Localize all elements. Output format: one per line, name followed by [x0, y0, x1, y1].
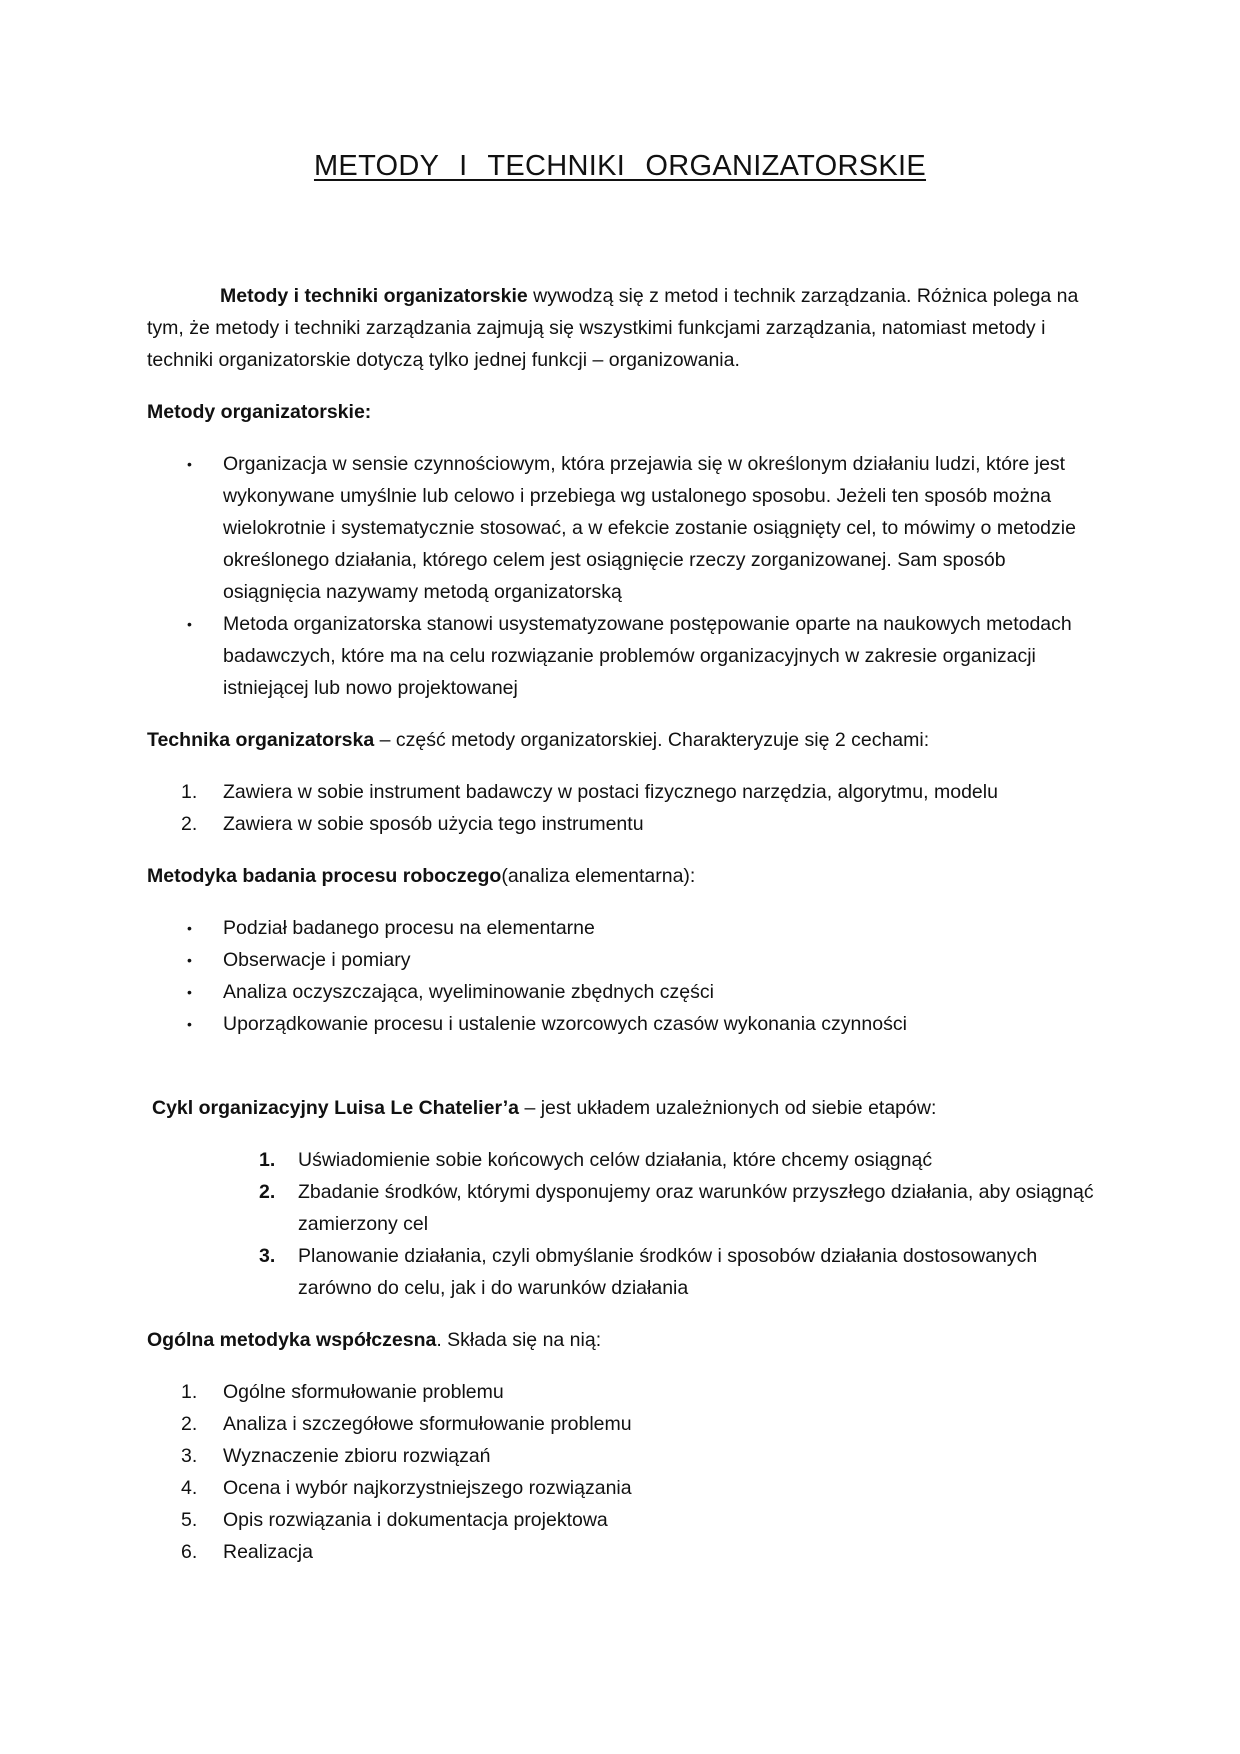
list-item: • Analiza oczyszczająca, wyeliminowanie zbędnych części [147, 976, 1097, 1008]
list-item: 2. Zawiera w sobie sposób użycia tego instrumentu [147, 808, 1097, 840]
bullet-icon: • [187, 952, 192, 968]
process-heading: Metodyka badania procesu roboczego(analiza elementarna): [147, 865, 696, 887]
technique-list [147, 776, 1097, 840]
list-number: 2. [181, 1413, 198, 1435]
list-number: 3. [181, 1445, 198, 1467]
list-item: 3. Planowanie działania, czyli obmyślanie środków i sposobów działania dostosowanych zarówno do celu, jak i do warunków działania [147, 1240, 1097, 1304]
list-item: 1. Ogólne sformułowanie problemu [147, 1376, 1097, 1408]
list-number: 2. [181, 813, 198, 835]
spacer [147, 1060, 1097, 1092]
document-body [147, 280, 1097, 1588]
list-item: • Metoda organizatorska stanowi usystematyzowane postępowanie oparte na naukowych metodach badawczych, które ma na celu rozwiązanie problemów organizacyjnych w zakresie organizacji istniejącej lub nowo projektowanej [147, 608, 1097, 704]
bullet-icon: • [187, 616, 192, 632]
methods-heading: Metody organizatorskie: [147, 401, 372, 423]
list-item: • Uporządkowanie procesu i ustalenie wzorcowych czasów wykonania czynności [147, 1008, 1097, 1040]
intro-paragraph [147, 280, 1097, 376]
list-number: 6. [181, 1541, 198, 1563]
process-list [147, 912, 1097, 1040]
list-number: 4. [181, 1477, 198, 1499]
list-item: 2. Analiza i szczegółowe sformułowanie problemu [147, 1408, 1097, 1440]
list-number: 2. [259, 1181, 276, 1203]
bullet-icon: • [187, 984, 192, 1000]
list-item: 6. Realizacja [147, 1536, 1097, 1568]
list-item: 3. Wyznaczenie zbioru rozwiązań [147, 1440, 1097, 1472]
cycle-list [147, 1144, 1097, 1304]
intro-bold: Metody i techniki organizatorskie [220, 285, 528, 307]
technique-heading: Technika organizatorska – część metody organizatorskiej. Charakteryzuje się 2 cechami: [147, 729, 930, 751]
bullet-icon: • [187, 1016, 192, 1032]
list-number: 3. [259, 1245, 276, 1267]
list-item: • Organizacja w sensie czynnościowym, która przejawia się w określonym działaniu ludzi, które jest wykonywane umyślnie lub celowo i przebiega wg ustalonego sposobu. Jeżeli ten sposób można wielokrotnie i systematycznie stosować, a w efekcie zostanie osiągnięty cel, to mówimy o metodzie określonego działania, którego celem jest osiągnięcie rzeczy zorganizowanej. Sam sposób osiągnięcia nazywamy metodą organizatorską [147, 448, 1097, 608]
general-heading: Ogólna metodyka współczesna. Składa się na nią: [147, 1329, 602, 1351]
list-item: • Podział badanego procesu na elementarne [147, 912, 1097, 944]
intro-text: wywodzą się z metod i technik zarządzania. Różnica polega na tym, że metody i techniki zarządzania zajmują się wszystkimi funkcjami zarządzania, natomiast metody i techniki organizatorskie dotyczą tylko jednej funkcji – organizowania. [147, 285, 1079, 371]
general-list [147, 1376, 1097, 1568]
list-item: 1. Zawiera w sobie instrument badawczy w postaci fizycznego narzędzia, algorytmu, modelu [147, 776, 1097, 808]
bullet-icon: • [187, 456, 192, 472]
list-item: 2. Zbadanie środków, którymi dysponujemy oraz warunków przyszłego działania, aby osiągnąć zamierzony cel [147, 1176, 1097, 1240]
list-number: 1. [259, 1149, 276, 1171]
list-item: • Obserwacje i pomiary [147, 944, 1097, 976]
list-item: 5. Opis rozwiązania i dokumentacja projektowa [147, 1504, 1097, 1536]
cycle-heading: Cykl organizacyjny Luisa Le Chatelier’a – jest układem uzależnionych od siebie etapów: [152, 1097, 937, 1119]
document-title: METODY I TECHNIKI ORGANIZATORSKIE [313, 150, 927, 182]
list-number: 1. [181, 1381, 198, 1403]
list-number: 1. [181, 781, 198, 803]
list-number: 5. [181, 1509, 198, 1531]
list-item: 1. Uświadomienie sobie końcowych celów działania, które chcemy osiągnąć [147, 1144, 1097, 1176]
methods-list [147, 448, 1097, 704]
bullet-icon: • [187, 920, 192, 936]
list-item: 4. Ocena i wybór najkorzystniejszego rozwiązania [147, 1472, 1097, 1504]
